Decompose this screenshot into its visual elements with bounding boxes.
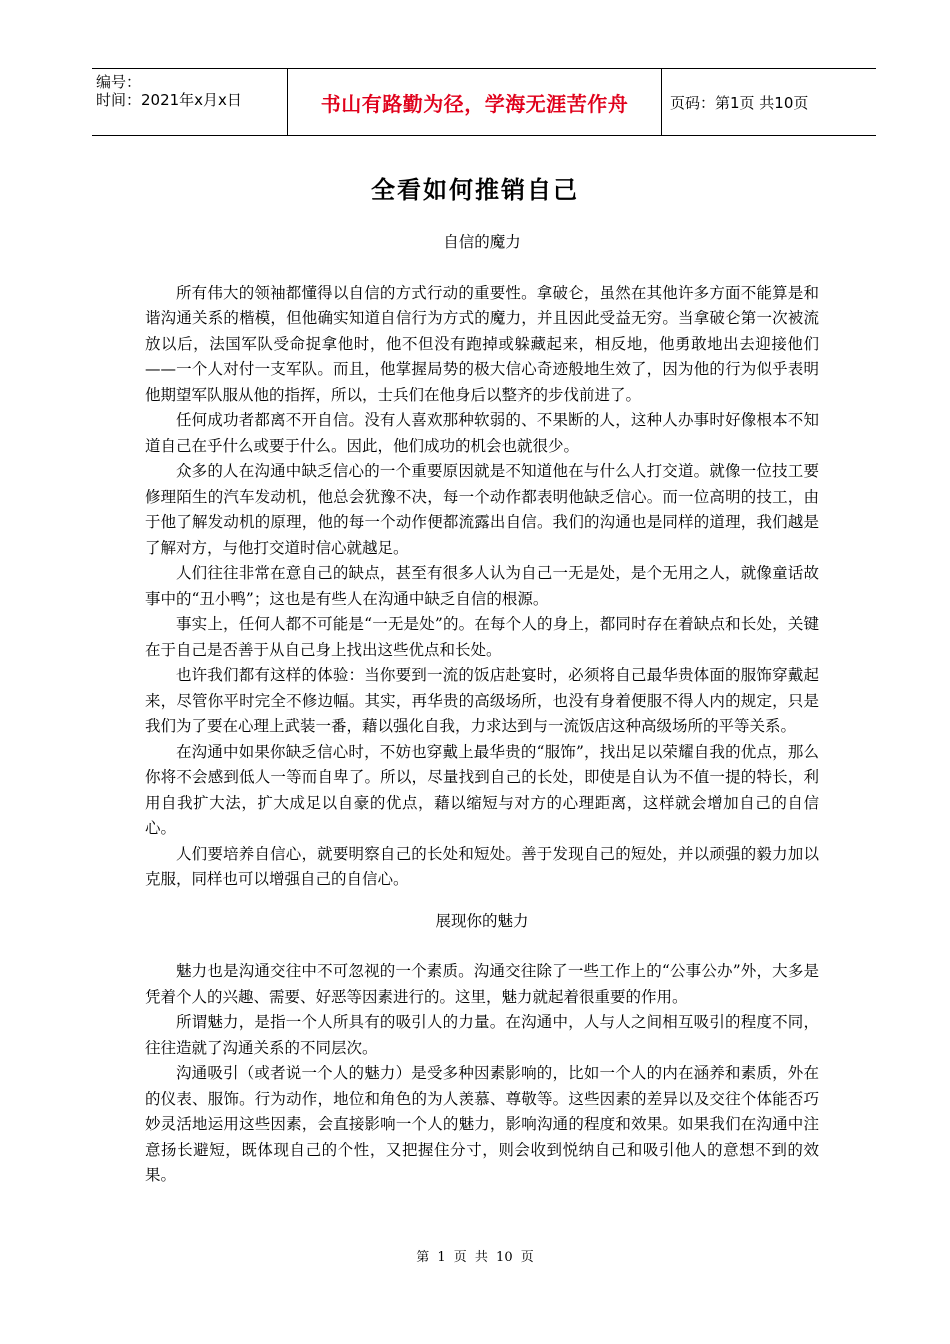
paragraph: 魅力也是沟通交往中不可忽视的一个素质。沟通交往除了一些工作上的“公事公办”外，大多是凭着个人的兴趣、需要、好恶等因素进行的。这里，魅力就起着很重要的作用。	[145, 962, 819, 1006]
paragraph: 所谓魅力，是指一个人所具有的吸引人的力量。在沟通中，人与人之间相互吸引的程度不同，往往造就了沟通关系的不同层次。	[145, 1013, 819, 1057]
document-title: 全看如何推销自己	[371, 176, 579, 204]
paragraph: 在沟通中如果你缺乏信心时，不妨也穿戴上最华贵的“服饰”，找出足以荣耀自我的优点，那么你将不会感到低人一等而自卑了。所以，尽量找到自己的长处，即使是自认为不值一提的特长，利用自我扩大法，扩大成足以自豪的优点，藉以缩短与对方的心理距离，这样就会增加自己的自信心。	[145, 742, 819, 837]
paragraph: 任何成功者都离不开自信。没有人喜欢那种软弱的、不果断的人，这种人办事时好像根本不知道自己在乎什么或要于什么。因此，他们成功的机会也就很少。	[145, 411, 819, 455]
paragraph: 众多的人在沟通中缺乏信心的一个重要原因就是不知道他在与什么人打交道。就像一位技工要修理陌生的汽车发动机，他总会犹豫不决，每一个动作都表明他缺乏信心。而一位高明的技工，由于他了解发动机的原理，他的每一个动作便都流露出自信。我们的沟通也是同样的道理，我们越是了解对方，与他打交道时信心就越足。	[145, 462, 819, 557]
section-heading: 自信的魔力	[443, 233, 521, 251]
paragraph: 事实上，任何人都不可能是“一无是处”的。在每个人的身上，都同时存在着缺点和长处，关键在于自己是否善于从自己身上找出这些优点和长处。	[145, 615, 819, 659]
page-footer: 第 1 页 共 10 页	[416, 1250, 534, 1265]
paragraph: 也许我们都有这样的体验：当你要到一流的饭店赴宴时，必须将自己最华贵体面的服饰穿戴起来，尽管你平时完全不修边幅。其实，再华贵的高级场所，也没有身着便服不得人内的规定，只是我们为了要在心理上武装一番，藉以强化自我，力求达到与一流饭店这种高级场所的平等关系。	[145, 666, 819, 735]
document-number: 编号：	[96, 73, 142, 91]
header-motto: 书山有路勤为径，学海无涯苦作舟	[288, 69, 662, 135]
document-date: 时间：2021年x月x日	[96, 91, 242, 109]
paragraph: 人们要培养自信心，就要明察自己的长处和短处。善于发现自己的短处，并以顽强的毅力加以克服，同样也可以增强自己的自信心。	[145, 844, 819, 888]
header-page-info: 页码：第1页 共10页	[670, 93, 809, 112]
header-meta-cell	[92, 69, 288, 135]
paragraph: 所有伟大的领袖都懂得以自信的方式行动的重要性。拿破仑，虽然在其他许多方面不能算是和谐沟通关系的楷模，但他确实知道自信行为方式的魔力，并且因此受益无穷。当拿破仑第一次被流放以后，法国军队受命捉拿他时，他不但没有跑掉或躲藏起来，相反地，他勇敢地出去迎接他们——一个人对付一支军队。而且，他掌握局势的极大信心奇迹般地生效了，因为他的行为似乎表明他期望军队服从他的指挥，所以，士兵们在他身后以整齐的步伐前进了。	[145, 283, 819, 404]
paragraph: 沟通吸引（或者说一个人的魅力）是受多种因素影响的，比如一个人的内在涵养和素质，外在的仪表、服饰。行为动作，地位和角色的为人羡慕、尊敬等。这些因素的差异以及交往个体能否巧妙灵活地运用这些因素，会直接影响一个人的魅力，影响沟通的程度和效果。如果我们在沟通中注意扬长避短，既体现自己的个性，又把握住分寸，则会收到悦纳自己和吸引他人的意想不到的效果。	[145, 1064, 819, 1184]
document-body	[145, 230, 819, 1189]
paragraph: 人们往往非常在意自己的缺点，甚至有很多人认为自己一无是处，是个无用之人，就像童话故事中的“丑小鸭”；这也是有些人在沟通中缺乏自信的根源。	[145, 564, 819, 608]
section-heading: 展现你的魅力	[435, 911, 529, 930]
header-table	[92, 68, 876, 136]
